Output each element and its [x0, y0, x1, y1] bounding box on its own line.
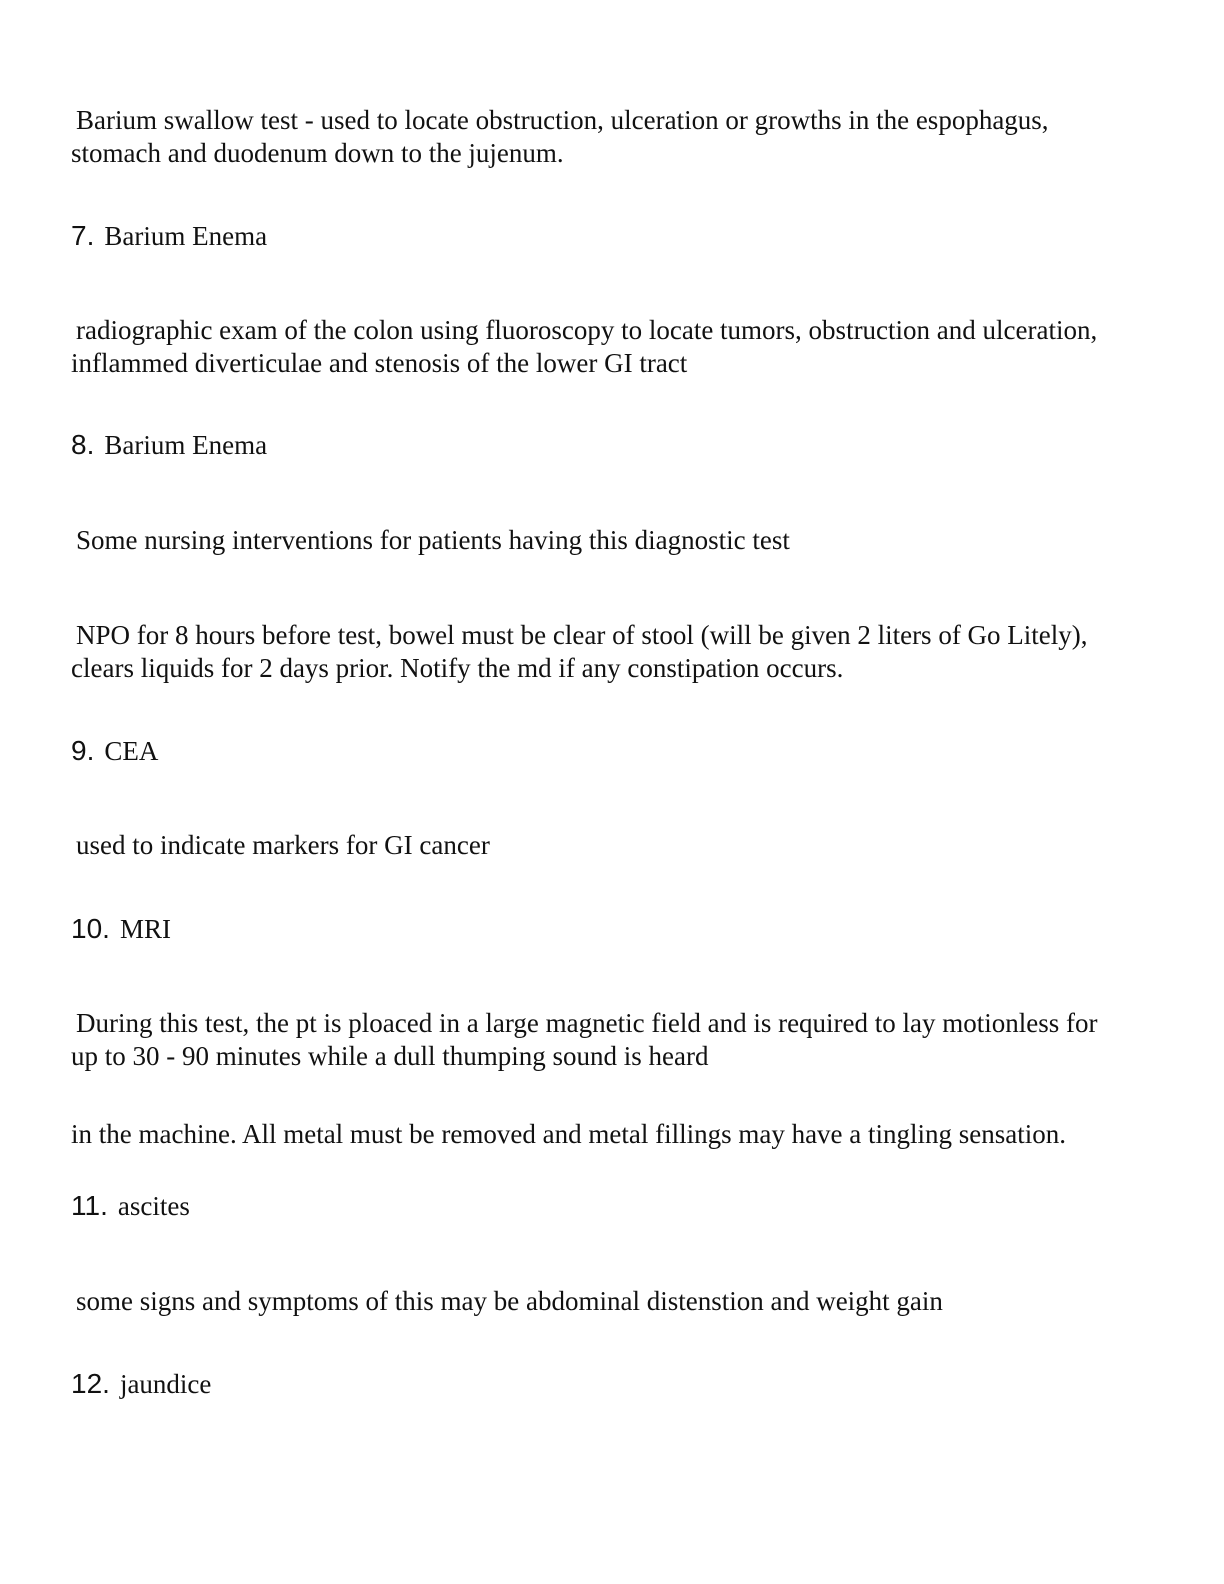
- term-text: CEA: [104, 736, 159, 766]
- answer-line: up to 30 - 90 minutes while a dull thumping sound is heard: [71, 1041, 709, 1071]
- answer-line: clears liquids for 2 days prior. Notify the md if any constipation occurs.: [71, 653, 844, 683]
- answer-line: NPO for 8 hours before test, bowel must be clear of stool (will be given 2 liters of Go Litely),: [76, 620, 1088, 650]
- term-number: 10.: [71, 913, 110, 944]
- answer-line: Some nursing interventions for patients having this diagnostic test: [76, 525, 790, 555]
- term-heading: [71, 218, 267, 254]
- answer-line: inflammed diverticulae and stenosis of the lower GI tract: [71, 348, 688, 378]
- answer-line: some signs and symptoms of this may be abdominal distenstion and weight gain: [76, 1286, 943, 1316]
- term-number: 12.: [71, 1368, 110, 1399]
- answer-line: Barium swallow test - used to locate obstruction, ulceration or growths in the espophagus,: [76, 105, 1049, 135]
- term-heading: [71, 1366, 211, 1402]
- term-heading: [71, 427, 267, 463]
- term-text: ascites: [117, 1191, 190, 1221]
- term-text: MRI: [119, 914, 171, 944]
- term-number: 8.: [71, 429, 95, 460]
- term-number: 7.: [71, 220, 95, 251]
- term-number: 11.: [71, 1190, 108, 1221]
- answer-line: used to indicate markers for GI cancer: [76, 830, 490, 860]
- term-text: Barium Enema: [104, 430, 268, 460]
- answer-line: stomach and duodenum down to the jujenum.: [71, 138, 564, 168]
- answer-line: During this test, the pt is ploaced in a large magnetic field and is required to lay motionless for: [76, 1008, 1098, 1038]
- term-heading: [71, 1188, 190, 1224]
- term-number: 9.: [71, 735, 95, 766]
- term-heading: [71, 733, 158, 769]
- answer-line: radiographic exam of the colon using fluoroscopy to locate tumors, obstruction and ulceration,: [76, 315, 1098, 345]
- term-text: jaundice: [119, 1369, 212, 1399]
- term-text: Barium Enema: [104, 221, 268, 251]
- term-heading: [71, 911, 171, 947]
- answer-line: in the machine. All metal must be removed and metal fillings may have a tingling sensation.: [71, 1119, 1067, 1149]
